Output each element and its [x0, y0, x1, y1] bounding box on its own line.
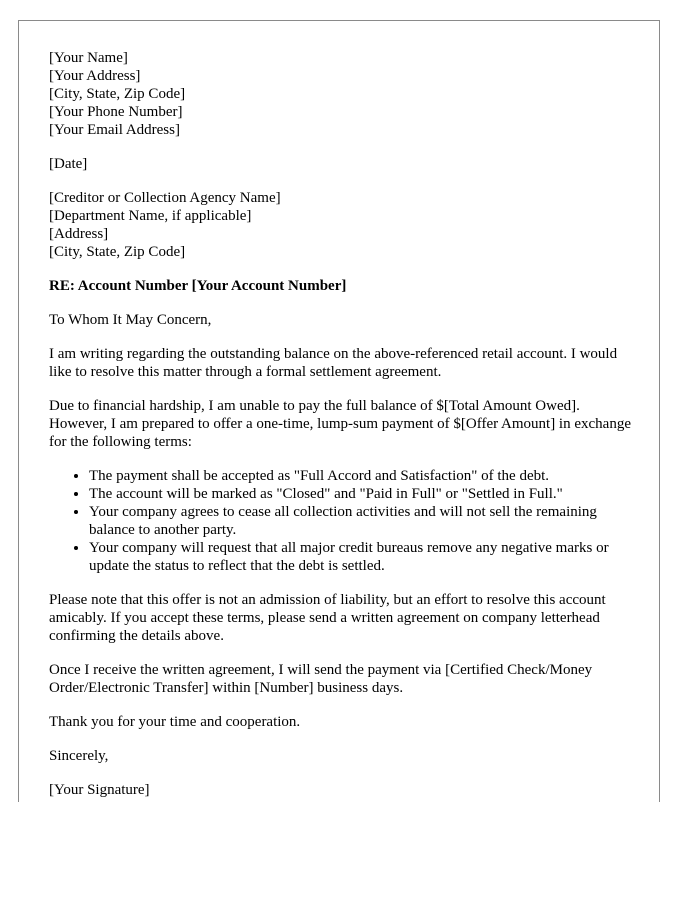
- signature: [Your Signature]: [49, 782, 150, 798]
- paragraph-thanks: Thank you for your time and cooperation.: [49, 714, 301, 730]
- letter-page: [18, 20, 660, 802]
- sender-city-state-zip: [City, State, Zip Code]: [49, 86, 186, 102]
- subject-line: RE: Account Number [Your Account Number]: [49, 278, 347, 294]
- list-item: • Your company will request that all major credit bureaus remove any negative marks or update the status to reflect that the debt is settled.: [89, 539, 639, 575]
- sender-block: [49, 49, 639, 139]
- sender-address: [Your Address]: [49, 68, 141, 84]
- list-item: • The account will be marked as "Closed" and "Paid in Full" or "Settled in Full.": [89, 485, 639, 503]
- recipient-block: [49, 189, 639, 261]
- terms-list: [49, 467, 639, 575]
- sender-name: [Your Name]: [49, 50, 128, 66]
- letter-date: [Date]: [49, 156, 88, 172]
- sender-email: [Your Email Address]: [49, 122, 180, 138]
- list-item: • The payment shall be accepted as "Full Accord and Satisfaction" of the debt.: [89, 467, 639, 485]
- paragraph-offer: Due to financial hardship, I am unable to pay the full balance of $[Total Amount Owed]. However, I am prepared to offer a one-time, lump-sum payment of $[Offer Amount] in exchange for the following terms:: [49, 398, 631, 450]
- recipient-department: [Department Name, if applicable]: [49, 208, 252, 224]
- paragraph-intro: I am writing regarding the outstanding balance on the above-referenced retail account. I would like to resolve this matter through a formal settlement agreement.: [49, 346, 618, 380]
- paragraph-payment: Once I receive the written agreement, I will send the payment via [Certified Check/Money Order/Electronic Transfer] within [Number] business days.: [49, 662, 593, 696]
- recipient-name: [Creditor or Collection Agency Name]: [49, 190, 281, 206]
- recipient-city-state-zip: [City, State, Zip Code]: [49, 244, 186, 260]
- recipient-address: [Address]: [49, 226, 109, 242]
- sender-phone: [Your Phone Number]: [49, 104, 183, 120]
- paragraph-note: Please note that this offer is not an admission of liability, but an effort to resolve this account amicably. If you accept these terms, please send a written agreement on company letterhead confirming the details above.: [49, 592, 606, 644]
- closing: Sincerely,: [49, 748, 109, 764]
- salutation: To Whom It May Concern,: [49, 312, 212, 328]
- list-item: • Your company agrees to cease all collection activities and will not sell the remaining balance to another party.: [89, 503, 639, 539]
- letter-content: [49, 49, 639, 799]
